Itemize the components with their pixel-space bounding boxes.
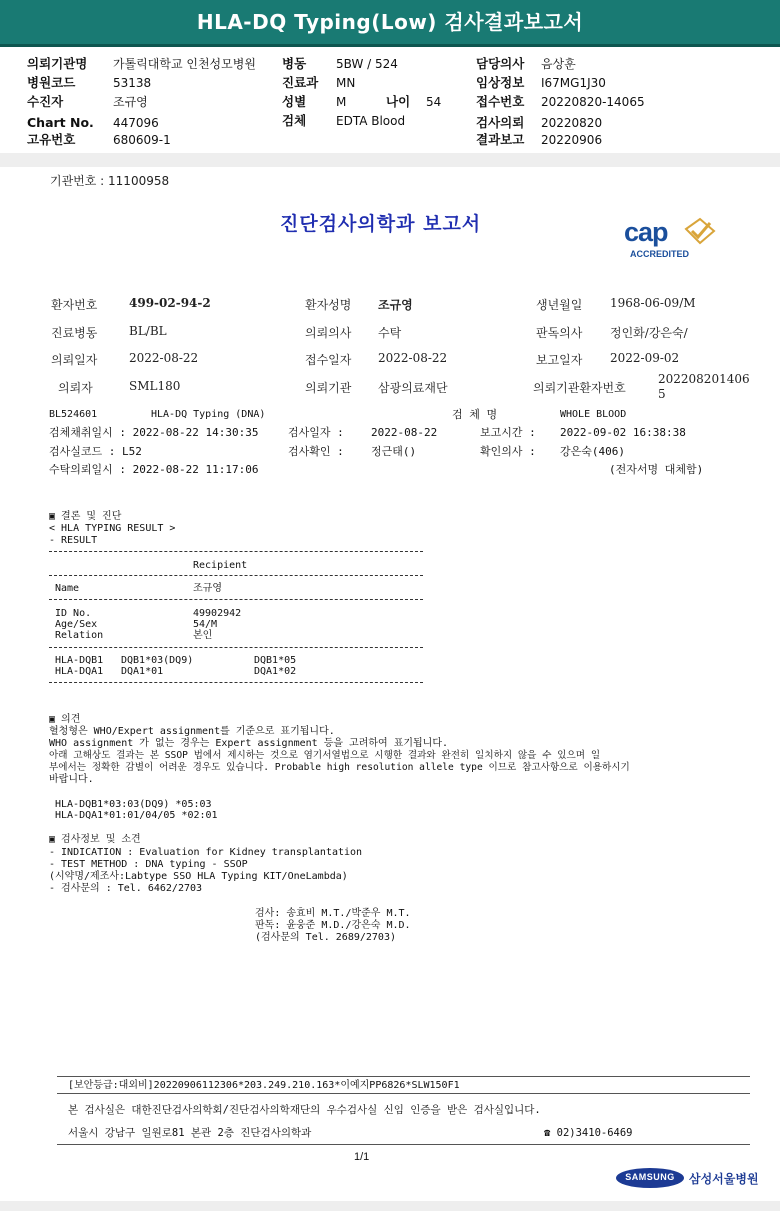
allele-line: HLA-DQA1*01:01/04/05 *02:01 bbox=[55, 810, 218, 821]
table-age-value: 54/M bbox=[193, 619, 218, 630]
testinfo-heading: ▣ 검사정보 및 소견 bbox=[49, 834, 141, 845]
hdr-age-label: 나이 bbox=[386, 94, 411, 109]
info-field: 검체채취일시 : 2022-08-22 14:30:35 bbox=[49, 426, 259, 439]
patient-value: 2022-08-22 bbox=[129, 351, 199, 365]
testinfo-line: - 검사문의 : Tel. 6462/2703 bbox=[49, 883, 203, 894]
patient-label: 판독의사 bbox=[536, 326, 583, 340]
cap-text: cap bbox=[624, 217, 668, 247]
footer-divider bbox=[57, 1144, 750, 1145]
footer-divider bbox=[57, 1093, 750, 1094]
patient-label: 보고일자 bbox=[536, 353, 583, 367]
institution-number: 기관번호 : 11100958 bbox=[50, 174, 170, 188]
patient-label: 생년월일 bbox=[536, 298, 583, 312]
info-label: 보고시간 : bbox=[480, 426, 536, 439]
patient-value: 정인화/강은숙/ bbox=[610, 326, 688, 340]
hdr-value: I67MG1J30 bbox=[541, 76, 606, 90]
hdr-value: 53138 bbox=[113, 76, 152, 90]
table-relation-label: Relation bbox=[55, 630, 104, 641]
hdr-label: 진료과 bbox=[282, 75, 319, 90]
table-recipient-header: Recipient bbox=[193, 560, 248, 571]
dqb1-label: HLA-DQB1 bbox=[55, 655, 104, 666]
table-age-label: Age/Sex bbox=[55, 619, 98, 630]
patient-value: SML180 bbox=[129, 379, 181, 393]
hdr-label: 고유번호 bbox=[27, 132, 76, 147]
info-value: 2022-08-22 bbox=[371, 426, 438, 439]
patient-label: 진료병동 bbox=[51, 326, 98, 340]
hdr-label: 결과보고 bbox=[476, 132, 525, 147]
opinion-line: WHO assignment 가 없는 경우는 Expert assignment 등을 고려하여 표기됩니다. bbox=[49, 738, 449, 749]
hdr-label: 성별 bbox=[282, 94, 307, 109]
report-title: 진단검사의학과 보고서 bbox=[280, 213, 482, 235]
section-separator bbox=[0, 153, 780, 167]
scanned-report bbox=[0, 167, 780, 1201]
table-divider bbox=[49, 682, 423, 683]
page-bottom-margin bbox=[0, 1201, 780, 1211]
table-name-value: 조규영 bbox=[193, 583, 222, 594]
allele-line: HLA-DQB1*03:03(DQ9) *05:03 bbox=[55, 799, 212, 810]
patient-label: 의뢰기관 bbox=[305, 381, 352, 395]
table-id-value: 49902942 bbox=[193, 608, 242, 619]
patient-value: 조규영 bbox=[378, 298, 413, 312]
hdr-value: 20220820-14065 bbox=[541, 95, 645, 109]
hdr-label: 임상정보 bbox=[476, 75, 525, 90]
opinion-heading: ▣ 의견 bbox=[49, 714, 81, 725]
opinion-line: 아래 고해상도 결과는 본 SSOP 법에서 제시하는 것으로 염기서열법으로 시행한 결과와 완전히 일치하지 않을 수 있으며 일 bbox=[49, 750, 601, 761]
patient-label: 환자성명 bbox=[305, 298, 352, 312]
patient-value: 수탁 bbox=[378, 326, 402, 340]
hdr-value: 20220820 bbox=[541, 116, 603, 130]
table-id-label: ID No. bbox=[55, 608, 92, 619]
table-name-label: Name bbox=[55, 583, 80, 594]
patient-value: 2022-09-02 bbox=[610, 351, 680, 365]
table-relation-value: 본인 bbox=[193, 630, 213, 641]
patient-label: 환자번호 bbox=[51, 298, 98, 312]
report-header-title: HLA-DQ Typing(Low) 검사결과보고서 bbox=[0, 0, 780, 44]
hospital-name: 삼성서울병원 bbox=[689, 1172, 759, 1186]
hdr-age-value: 54 bbox=[426, 95, 442, 109]
result-subheading: < HLA TYPING RESULT > bbox=[49, 523, 176, 534]
info-label: 검사일자 : bbox=[288, 426, 344, 439]
footer-divider bbox=[57, 1076, 750, 1077]
test-name: HLA-DQ Typing (DNA) bbox=[151, 409, 266, 420]
hdr-value: 680609-1 bbox=[113, 133, 171, 147]
phone-text: ☎ 02)3410-6469 bbox=[544, 1127, 633, 1139]
page-number: 1/1 bbox=[354, 1151, 370, 1163]
patient-value: 202208201406 bbox=[658, 372, 750, 386]
hdr-label: Chart No. bbox=[27, 115, 94, 130]
specimen-value: WHOLE BLOOD bbox=[560, 409, 627, 420]
hdr-value: EDTA Blood bbox=[336, 114, 406, 128]
hdr-value: M bbox=[336, 95, 347, 109]
patient-value: 499-02-94-2 bbox=[129, 296, 211, 310]
specimen-label: 검 체 명 bbox=[452, 408, 498, 421]
dqb1-allele-1: DQB1*03(DQ9) bbox=[121, 655, 194, 666]
table-divider bbox=[49, 575, 423, 576]
patient-label: 접수일자 bbox=[305, 353, 352, 367]
hdr-value: 20220906 bbox=[541, 133, 603, 147]
patient-label: 의뢰기관환자번호 bbox=[533, 381, 626, 395]
info-field: 검사실코드 : L52 bbox=[49, 445, 142, 458]
testinfo-line: - INDICATION : Evaluation for Kidney transplantation bbox=[49, 847, 363, 858]
patient-value: BL/BL bbox=[129, 324, 167, 338]
cap-accredited-text: ACCREDITED bbox=[630, 249, 690, 259]
security-line: [보안등급:대외비]20220906112306*203.249.210.163*이예지PP6826*SLW150F1 bbox=[68, 1080, 460, 1091]
cap-accredited-logo bbox=[622, 215, 722, 263]
patient-value: 1968-06-09/M bbox=[610, 296, 696, 310]
hdr-value: 조규영 bbox=[113, 95, 148, 109]
samsung-logo-text: SAMSUNG bbox=[625, 1172, 675, 1182]
testinfo-line: - TEST METHOD : DNA typing - SSOP bbox=[49, 859, 248, 870]
opinion-line: 혈청형은 WHO/Expert assignment를 기준으로 표기됩니다. bbox=[49, 726, 335, 737]
address-text: 서울시 강남구 일원로81 본관 2층 진단검사의학과 bbox=[68, 1127, 312, 1139]
patient-value-continued: 5 bbox=[658, 387, 666, 401]
hdr-value: 가톨릭대학교 인천성모병원 bbox=[113, 57, 256, 71]
hdr-label: 검체 bbox=[282, 113, 307, 128]
hdr-label: 병원코드 bbox=[27, 75, 76, 90]
result-label: - RESULT bbox=[49, 535, 98, 546]
info-value: 정근태() bbox=[371, 445, 417, 458]
hdr-value: 음상훈 bbox=[541, 57, 576, 71]
table-divider bbox=[49, 599, 423, 600]
info-label: 검사확인 : bbox=[288, 445, 344, 458]
patient-label: 의뢰일자 bbox=[51, 353, 98, 367]
hdr-label: 담당의사 bbox=[476, 56, 525, 71]
dqb1-allele-2: DQB1*05 bbox=[254, 655, 297, 666]
signature-line: 판독: 윤웅준 M.D./강은숙 M.D. bbox=[255, 920, 411, 931]
hdr-label: 병동 bbox=[282, 56, 307, 71]
header-divider bbox=[0, 44, 780, 47]
dqa1-allele-1: DQA1*01 bbox=[121, 666, 164, 677]
info-value: 강은숙(406) bbox=[560, 445, 625, 458]
table-divider bbox=[49, 551, 423, 552]
info-label: 확인의사 : bbox=[480, 445, 536, 458]
signature-line: 검사: 송효비 M.T./박준우 M.T. bbox=[255, 908, 411, 919]
info-field: 수탁의뢰일시 : 2022-08-22 11:17:06 bbox=[49, 463, 259, 476]
patient-label: 의뢰의사 bbox=[305, 326, 352, 340]
opinion-line: 바랍니다. bbox=[49, 774, 94, 785]
patient-value: 삼광의료재단 bbox=[378, 381, 448, 395]
hdr-value: 5BW / 524 bbox=[336, 57, 398, 71]
hdr-label: 의뢰기관명 bbox=[27, 56, 88, 71]
patient-label: 의뢰자 bbox=[58, 381, 93, 395]
samsung-logo bbox=[615, 1167, 685, 1189]
hdr-value: MN bbox=[336, 76, 356, 90]
hdr-label: 수진자 bbox=[27, 94, 64, 109]
hdr-label: 접수번호 bbox=[476, 94, 525, 109]
patient-value: 2022-08-22 bbox=[378, 351, 448, 365]
hdr-label: 검사의뢰 bbox=[476, 115, 525, 130]
table-divider bbox=[49, 647, 423, 648]
signature-line: (검사문의 Tel. 2689/2703) bbox=[255, 932, 396, 943]
dqa1-allele-2: DQA1*02 bbox=[254, 666, 297, 677]
info-value: 2022-09-02 16:38:38 bbox=[560, 426, 686, 439]
e-signature-note: (전자서명 대체함) bbox=[609, 463, 704, 476]
testinfo-line: (시약명/제조사:Labtype SSO HLA Typing KIT/OneLambda) bbox=[49, 871, 348, 882]
certification-text: 본 검사실은 대한진단검사의학회/진단검사의학재단의 우수검사실 신임 인증을 받은 검사실입니다. bbox=[68, 1104, 541, 1116]
result-heading: ▣ 결론 및 진단 bbox=[49, 511, 122, 522]
dqa1-label: HLA-DQA1 bbox=[55, 666, 104, 677]
test-code: BL524601 bbox=[49, 409, 98, 420]
hdr-value: 447096 bbox=[113, 116, 159, 130]
opinion-line: 부에서는 정확한 감별이 어려운 경우도 있습니다. Probable high resolution allele type 이므로 참고사항으로 이용하시기 bbox=[49, 762, 630, 773]
